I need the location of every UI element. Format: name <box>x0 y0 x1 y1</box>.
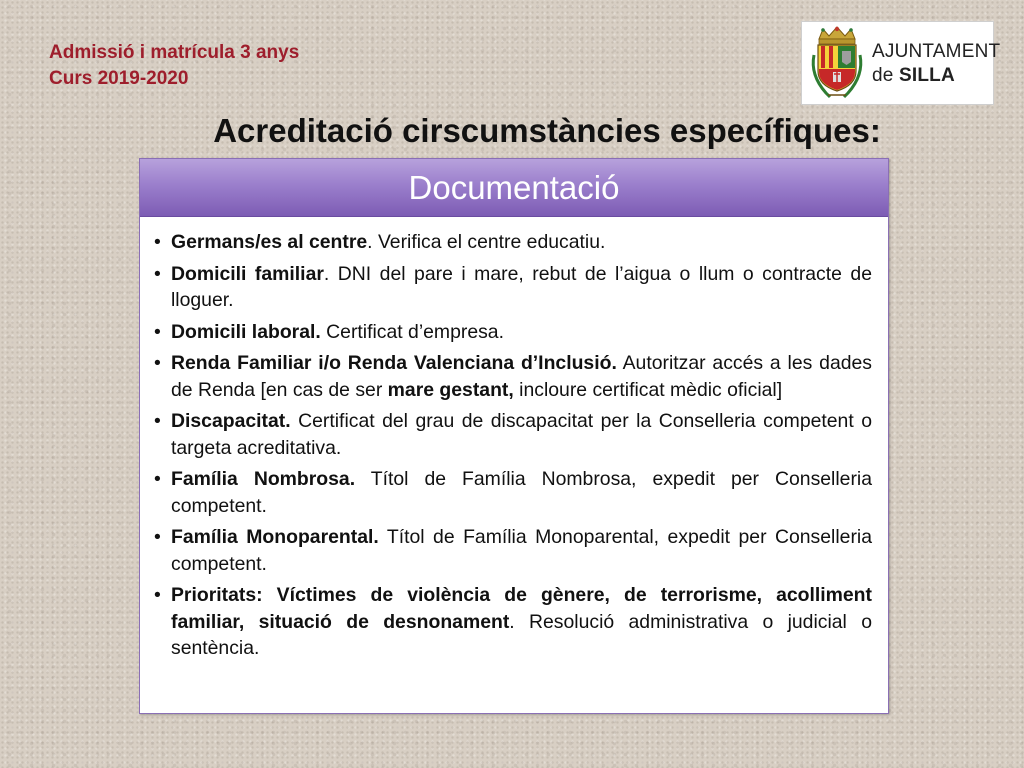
item-bold: Domicili familiar <box>171 262 324 285</box>
bullet: • <box>154 262 161 285</box>
logo-line-1: AJUNTAMENT <box>872 41 1001 62</box>
item-text: . Resolució administrativa o judicial o sentència. <box>171 610 872 659</box>
bullet: • <box>154 352 161 374</box>
course-title: Admissió i matrícula 3 anys <box>49 42 300 63</box>
item-text: . DNI del pare i mare, rebut de l’aigua o llum o contracte de lloguer. <box>171 262 872 311</box>
list-item <box>154 319 872 346</box>
requirements-list <box>140 217 888 662</box>
logo-line-2 <box>872 64 1000 88</box>
bullet: • <box>154 320 161 343</box>
page-title: Acreditació cirscumstàncies específiques: <box>213 112 881 149</box>
list-item <box>154 524 872 577</box>
bullet: • <box>154 526 161 548</box>
item-text-2: incloure certificat mèdic oficial] <box>513 378 783 401</box>
list-item <box>154 408 872 461</box>
course-year: Curs 2019-2020 <box>49 68 189 89</box>
item-bold: Renda Familiar i/o Renda Valenciana d’Inclusió. <box>171 352 617 374</box>
item-text: . Verifica el centre educatiu. <box>367 231 606 253</box>
course-header <box>49 40 299 92</box>
bullet: • <box>154 231 161 253</box>
logo-line-2-prefix: de <box>872 65 900 86</box>
item-bold: Germans/es al centre <box>171 231 368 253</box>
item-text: Certificat d’empresa. <box>320 320 504 343</box>
list-item <box>154 582 872 662</box>
item-bold: Domicili laboral. <box>171 320 321 343</box>
ajuntament-logo <box>801 21 1001 105</box>
item-bold-2: mare gestant, <box>387 378 514 401</box>
list-item <box>154 466 872 519</box>
documentation-panel <box>139 158 889 714</box>
item-bold: Família Monoparental. <box>171 526 379 548</box>
bullet: • <box>154 468 161 490</box>
logo-line-2-bold: SILLA <box>899 65 955 86</box>
coat-of-arms-icon <box>806 25 868 101</box>
item-bold: Prioritats: Víctimes de violència de gènere, de terrorisme, acolliment familiar, situació de desnonament <box>171 584 872 633</box>
ajuntament-name <box>872 40 1000 88</box>
item-text: Títol de Família Monoparental, expedit per Conselleria competent. <box>171 526 872 575</box>
item-bold: Discapacitat. <box>171 410 291 432</box>
item-text: Títol de Família Nombrosa, expedit per Conselleria competent. <box>171 468 872 517</box>
list-item <box>154 261 872 314</box>
list-item <box>154 350 872 403</box>
item-bold: Família Nombrosa. <box>171 468 356 490</box>
list-item <box>154 229 872 256</box>
bullet: • <box>154 410 161 432</box>
item-text: Autoritzar accés a les dades de Renda [en cas de ser <box>171 352 873 401</box>
bullet: • <box>154 584 161 606</box>
panel-header: Documentació <box>140 159 888 217</box>
item-text: Certificat del grau de discapacitat per la Conselleria competent o targeta acreditativa. <box>171 410 872 459</box>
